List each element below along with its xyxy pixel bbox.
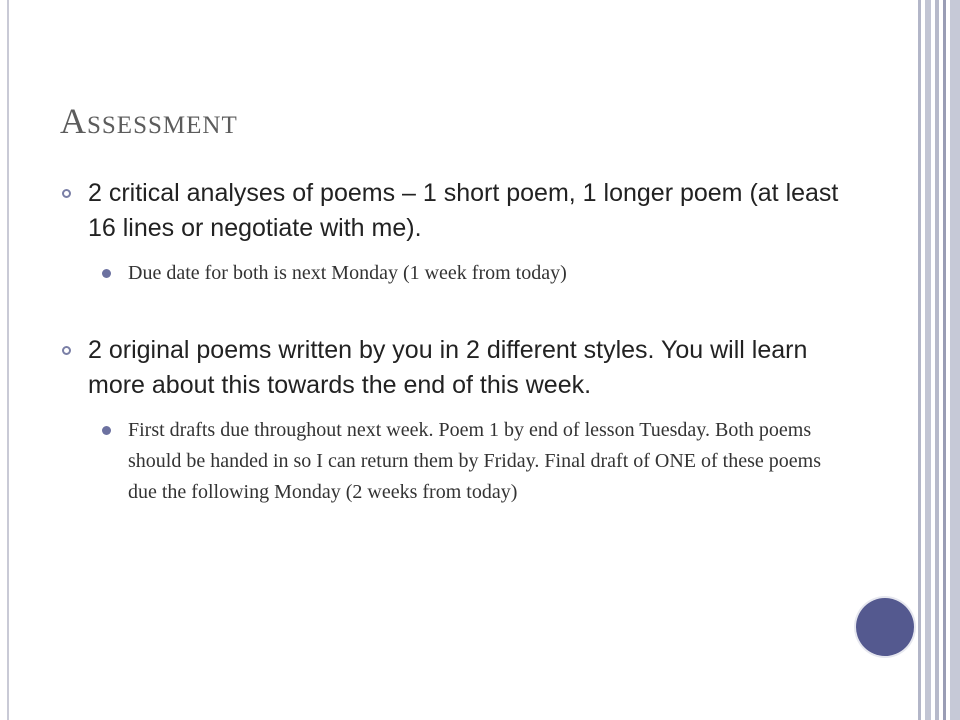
decor-bar [943, 0, 946, 720]
sub-bullet-item [60, 258, 850, 289]
bullet-item [60, 333, 850, 403]
sub-bullet-item [60, 415, 850, 508]
dot-bullet-icon [102, 426, 111, 435]
bullet-text: 2 original poems written by you in 2 different styles. You will learn more about this towards the end of this week. [88, 336, 808, 399]
decor-bar [935, 0, 939, 720]
spacer [60, 289, 850, 333]
bullet-item [60, 176, 850, 246]
sub-bullet-text: First drafts due throughout next week. Poem 1 by end of lesson Tuesday. Both poems should be handed in so I can return them by Friday. Final draft of ONE of these poems due the following Monday (2 weeks from today) [128, 419, 821, 503]
dot-bullet-icon [102, 269, 111, 278]
decor-bar [918, 0, 921, 720]
ring-bullet-icon [62, 189, 71, 198]
bullet-text: 2 critical analyses of poems – 1 short poem, 1 longer poem (at least 16 lines or negotiate with me). [88, 179, 839, 242]
sub-bullet-text: Due date for both is next Monday (1 week from today) [128, 262, 567, 284]
frame-left-line [7, 0, 9, 720]
slide-title: Assessment [60, 101, 238, 141]
decor-circle [856, 598, 914, 656]
ring-bullet-icon [62, 346, 71, 355]
decor-bar [950, 0, 960, 720]
slide-body [60, 176, 850, 508]
decor-bar [925, 0, 931, 720]
